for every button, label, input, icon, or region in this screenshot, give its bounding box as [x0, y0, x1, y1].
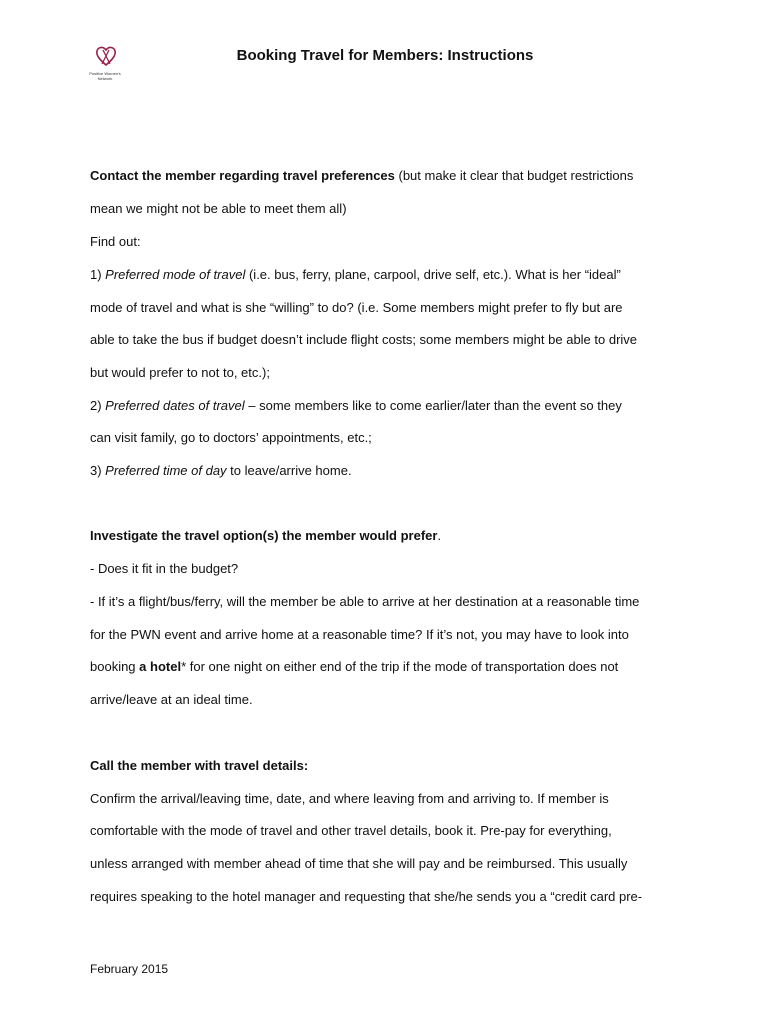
- item1-line-4: but would prefer to not to, etc.);: [90, 365, 270, 380]
- investigate-heading-line: [90, 527, 441, 545]
- list-item: [90, 462, 352, 480]
- arrival-question-line-4: arrive/leave at an ideal time.: [90, 692, 253, 707]
- item1-line-2: mode of travel and what is she “willing” to do? (i.e. Some members might prefer to fly but are: [90, 300, 623, 315]
- arrival-question-line-3: [90, 658, 618, 676]
- investigate-heading: Investigate the travel option(s) the member would prefer: [90, 528, 438, 543]
- item-text: – some members like to come earlier/later than the event so they: [244, 398, 622, 413]
- contact-heading-rest: (but make it clear that budget restrictions: [394, 168, 634, 183]
- call-heading: Call the member with travel details:: [90, 758, 309, 773]
- list-item: [90, 266, 621, 284]
- contact-heading: Contact the member regarding travel preferences: [90, 168, 395, 183]
- investigate-heading-end: .: [437, 528, 442, 543]
- call-line-3: unless arranged with member ahead of time that she will pay and be reimbursed. This usually: [90, 856, 628, 871]
- find-out-label: Find out:: [90, 234, 141, 249]
- item1-line-3: able to take the bus if budget doesn’t include flight costs; some members might be able to drive: [90, 332, 638, 347]
- contact-heading-line: [90, 167, 633, 185]
- item-number: 3): [90, 463, 106, 478]
- item-text: (i.e. bus, ferry, plane, carpool, drive self, etc.). What is her “ideal”: [245, 267, 621, 282]
- call-line-2: comfortable with the mode of travel and other travel details, book it. Pre-pay for everything,: [90, 823, 612, 838]
- hotel-emphasis: a hotel: [139, 659, 182, 674]
- budget-question: - Does it fit in the budget?: [90, 561, 239, 576]
- call-line-1: Confirm the arrival/leaving time, date, and where leaving from and arriving to. If member is: [90, 791, 609, 806]
- item-emphasis: Preferred time of day: [105, 463, 227, 478]
- contact-line-2: mean we might not be able to meet them all): [90, 201, 347, 216]
- list-item: [90, 397, 622, 415]
- item-emphasis: Preferred dates of travel: [105, 398, 245, 413]
- item-emphasis: Preferred mode of travel: [105, 267, 246, 282]
- item-number: 2): [90, 398, 106, 413]
- item2-line-2: can visit family, go to doctors’ appointments, etc.;: [90, 430, 372, 445]
- hotel-text-a: booking: [90, 659, 140, 674]
- item-text: to leave/arrive home.: [226, 463, 352, 478]
- arrival-question-line-1: - If it’s a flight/bus/ferry, will the member be able to arrive at her destination at a reasonable time: [90, 594, 640, 609]
- document-title: Booking Travel for Members: Instructions: [236, 47, 534, 64]
- logo-text: Positive Women's Network: [89, 71, 121, 81]
- hotel-text-c: * for one night on either end of the trip if the mode of transportation does not: [181, 659, 619, 674]
- item-number: 1): [90, 267, 106, 282]
- arrival-question-line-2: for the PWN event and arrive home at a reasonable time? If it’s not, you may have to look into: [90, 627, 629, 642]
- call-line-4: requires speaking to the hotel manager and requesting that she/he sends you a “credit card pre-: [90, 889, 643, 904]
- footer-date: February 2015: [90, 962, 169, 976]
